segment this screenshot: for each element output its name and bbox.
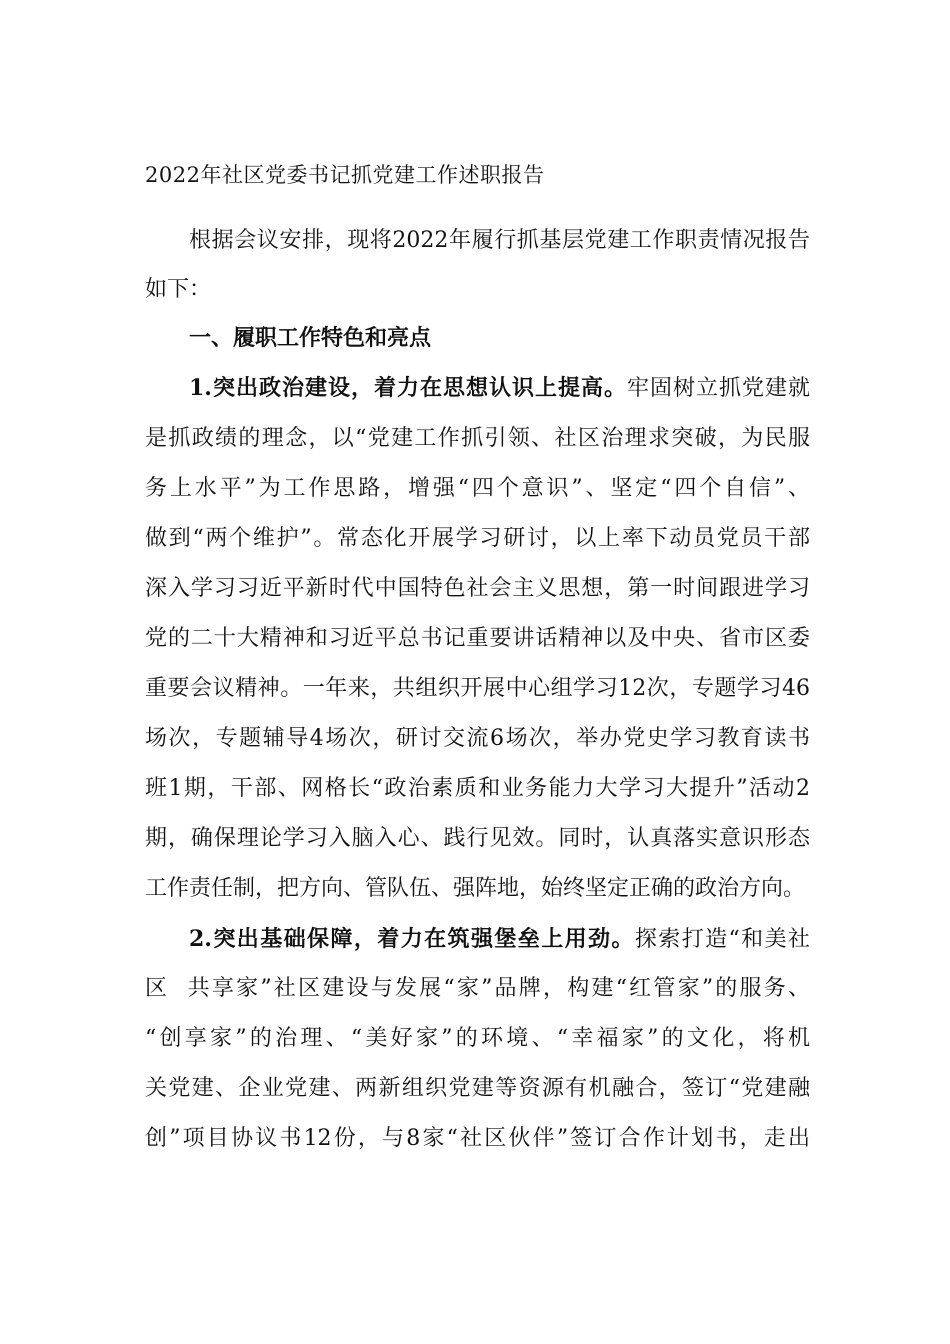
paragraph-2-line: 关党建、企业党建、两新组织党建等资源有机融合，签订“党建融 <box>145 1076 810 1101</box>
paragraph-1-line: 党的二十大精神和习近平总书记重要讲话精神以及中央、省市区委 <box>145 626 810 651</box>
intro-line-1: 根据会议安排，现将2022年履行抓基层党建工作职责情况报告 <box>189 228 810 253</box>
document-title: 2022年社区党委书记抓党建工作述职报告 <box>145 163 545 187</box>
paragraph-1-line: 务上水平”为工作思路，增强“四个意识”、坚定“四个自信”、 <box>145 476 810 501</box>
paragraph-1-line: 场次，专题辅导4场次，研讨交流6场次，举办党史学习教育读书 <box>145 726 810 751</box>
paragraph-1-lead-bold: 1.突出政治建设，着力在思想认识上提高。 <box>189 375 627 401</box>
paragraph-1-line: 做到“两个维护”。常态化开展学习研讨，以上率下动员党员干部 <box>145 526 810 551</box>
paragraph-1-line: 深入学习习近平新时代中国特色社会主义思想，第一时间跟进学习 <box>145 576 810 601</box>
paragraph-1-line: 是抓政绩的理念，以“党建工作抓引领、社区治理求突破，为民服 <box>145 426 810 451</box>
paragraph-2-lead <box>189 924 810 955</box>
paragraph-2-line: “创享家”的治理、“美好家”的环境、“幸福家”的文化，将机 <box>145 1026 810 1051</box>
paragraph-1-lead-rest: 牢固树立抓党建就 <box>626 376 810 401</box>
paragraph-2-line: 创”项目协议书12份，与8家“社区伙伴”签订合作计划书，走出 <box>145 1126 810 1151</box>
paragraph-1-line: 重要会议精神。一年来，共组织开展中心组学习12次，专题学习46 <box>145 676 810 701</box>
paragraph-2-lead-bold: 2.突出基础保障，着力在筑强堡垒上用劲。 <box>189 926 635 952</box>
paragraph-1-lead <box>189 373 810 404</box>
paragraph-2-line: 区 共享家”社区建设与发展“家”品牌，构建“红管家”的服务、 <box>145 976 810 1001</box>
paragraph-1-line: 期，确保理论学习入脑入心、践行见效。同时，认真落实意识形态 <box>145 826 810 851</box>
section-heading-1: 一、履职工作特色和亮点 <box>189 326 432 351</box>
paragraph-2-lead-rest: 探索打造“和美社 <box>634 927 811 952</box>
paragraph-1-line: 工作责任制，把方向、管队伍、强阵地，始终坚定正确的政治方向。 <box>145 876 806 901</box>
paragraph-1-line: 班1期，干部、网格长“政治素质和业务能力大学习大提升”活动2 <box>145 776 810 801</box>
intro-line-2: 如下： <box>145 277 212 302</box>
